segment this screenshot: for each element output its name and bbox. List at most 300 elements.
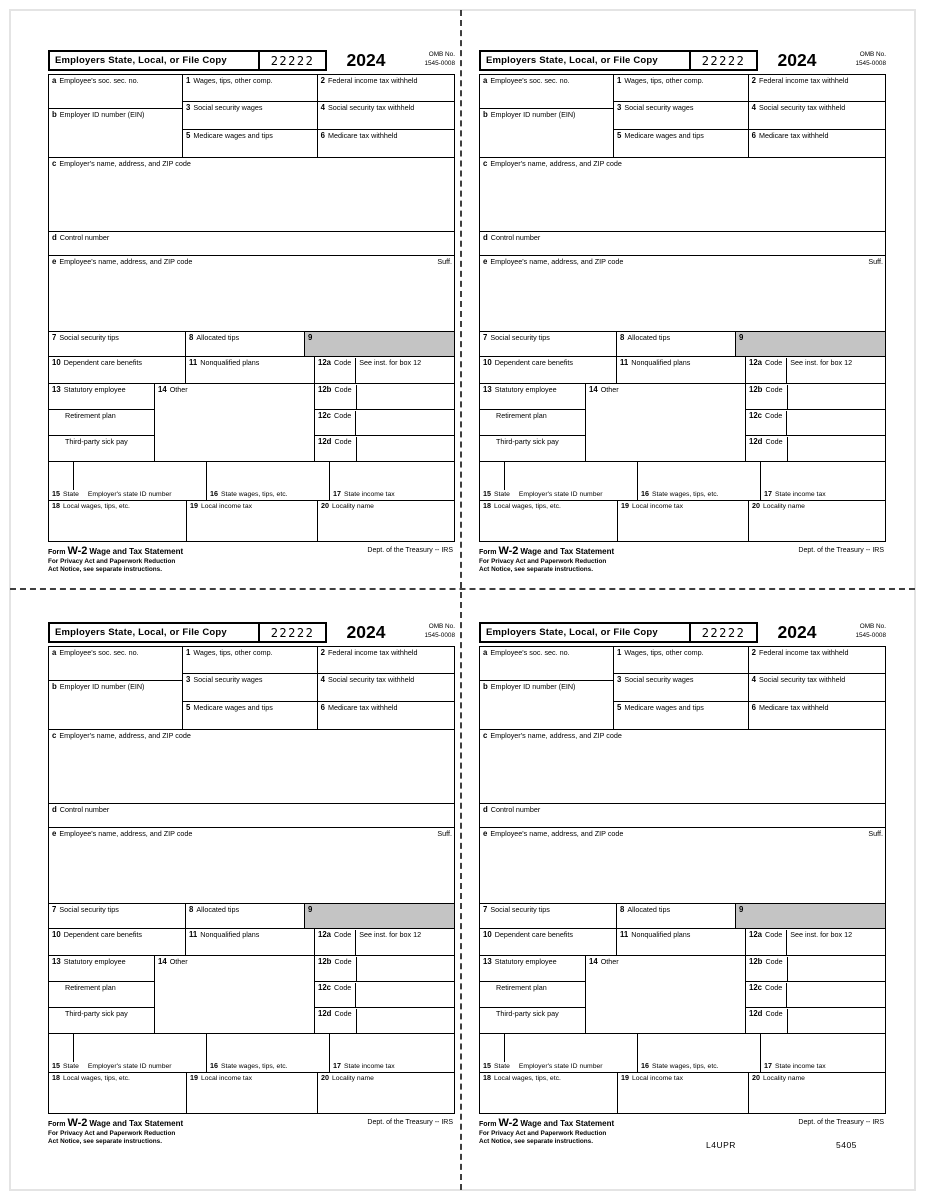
box-label: Other [169,385,188,394]
box-2-federal-income-tax [748,647,885,674]
box-label: Employee's name, address, and ZIP code [490,257,624,266]
box-number: 11 [189,930,198,939]
box-number: 17 [764,1060,772,1070]
box-19-label [187,1073,317,1084]
box-13-statutory-employee [480,384,585,409]
box-16-state-wages [637,462,760,500]
privacy-line1: For Privacy Act and Paperwork Reduction [479,1130,607,1137]
code-divider [787,957,788,981]
box-number: 5 [186,130,191,140]
box-number: 11 [189,358,198,367]
box-letter: a [483,76,488,85]
code-divider [787,385,788,409]
box-18-label [49,501,186,512]
privacy-line2: Act Notice, see separate instructions. [48,1138,163,1146]
box-14-other [585,956,745,1033]
box-12a-code [745,357,885,383]
box-label: Social security tips [490,333,550,342]
box-number: 18 [483,501,491,510]
form-id-block [479,545,614,575]
boxes-1-to-6 [613,75,885,157]
form-id-block [48,1117,183,1147]
form-word: Form [479,1121,497,1128]
box-7-social-security-tips [480,904,616,928]
box-9-shaded [304,332,454,356]
box-letter: b [483,682,488,691]
box-number: 4 [751,103,756,113]
box-number: 9 [739,333,744,342]
box-6-medicare-tax [748,702,885,729]
code-divider [786,983,787,1007]
box-12d-code [746,1007,885,1033]
box-number: 12a [318,358,332,367]
form-footer [48,545,455,575]
box-15-entry-area [49,462,206,490]
box-number: 12c [318,411,332,420]
row-18-19-20 [480,1073,885,1113]
box-label: Third-party sick pay [496,437,559,446]
box-a-employee-ssn [480,75,613,109]
box-number: 14 [158,957,167,966]
omb-line1: OMB No. [428,51,455,58]
box-7-social-security-tips [480,332,616,356]
box-17-state-income-tax [760,462,885,500]
box-16-state-wages [206,1034,329,1072]
box-label: State wages, tips, etc. [652,490,719,498]
box-label: Wages, tips, other comp. [193,76,273,85]
box-label: Other [600,385,619,394]
box-label: Other [600,957,619,966]
code-divider [787,1009,788,1033]
form-title-line [48,545,183,557]
box-number: 15 [52,488,60,498]
box-label: Medicare tax withheld [758,702,829,712]
box-letter: b [52,110,57,119]
box-label: Social security wages [193,103,263,113]
box-letter: d [52,805,57,814]
box-12d-code [315,1007,454,1033]
top-section [49,75,454,158]
box-label: State wages, tips, etc. [221,1062,288,1070]
form-title-line [48,1117,183,1129]
box-number: 12c [749,411,763,420]
box-4-social-security-tax [317,102,454,129]
box-number: 6 [320,130,325,140]
row-10-11-12a [49,929,454,956]
box-1-wages [613,75,748,102]
box-8-allocated-tips [185,332,304,356]
w2-form [48,50,455,575]
box-16-label [207,1062,329,1072]
box-label: Federal income tax withheld [758,76,849,85]
box-7-social-security-tips [49,904,185,928]
privacy-line1: For Privacy Act and Paperwork Reduction [48,558,176,565]
box-16-label [638,1062,760,1072]
top-section [49,647,454,730]
box-number: 12b [318,957,332,966]
box-label: Employee's soc. sec. no. [490,648,570,657]
box-number: 18 [52,1073,60,1082]
box-9-shaded [735,904,885,928]
boxes-12b-12d [745,384,885,461]
box-20-locality-name [317,1073,454,1113]
box-15-label [49,490,206,500]
box-17-label [330,490,454,500]
box-label: Code [334,385,352,394]
form-footer [479,545,886,575]
col-a-b [480,647,613,729]
box-18-label [480,501,617,512]
box-label: Locality name [332,503,374,510]
box-label: Third-party sick pay [65,1009,128,1018]
box-number: 12b [318,385,332,394]
box-number: 9 [308,905,313,914]
box-15-entry-area [480,462,637,490]
box-13-checkboxes [480,384,585,461]
box-label: State wages, tips, etc. [652,1062,719,1070]
box-20-label [749,501,885,512]
box-label: Dependent care benefits [63,930,143,939]
box-c-employer-name-address [49,158,454,232]
form-number: W-2 [498,1117,519,1129]
box-13-checkboxes [49,956,154,1033]
w2-form [479,622,886,1147]
box-10-dependent-care [480,357,616,383]
plate-code: L4UPR [706,1140,736,1150]
box-12b-code [315,956,454,981]
box-15-state [480,462,637,500]
box-19-label [618,501,748,512]
box-label: Statutory employee [63,385,126,394]
box-label: Control number [59,805,110,814]
box-number: 6 [751,130,756,140]
box-20-label [318,1073,454,1084]
box-label: Social security tax withheld [758,675,846,685]
form-code-box: 22222 [260,50,327,71]
box-14-other [585,384,745,461]
box-number: 14 [589,957,598,966]
box-12a-code [314,357,454,383]
form-number: W-2 [67,1117,88,1129]
box-letter: e [483,829,488,838]
box-label: Social security tax withheld [327,103,415,113]
box-e-employee-name-address [480,256,885,332]
box-number: 17 [764,488,772,498]
row-15-16-17 [49,1034,454,1073]
box-number: 13 [52,385,61,394]
box-number: 6 [751,702,756,712]
box-13-retirement-plan [480,981,585,1007]
box-14-other [154,956,314,1033]
form-body [48,646,455,1114]
row-15-16-17 [480,462,885,501]
privacy-line1: For Privacy Act and Paperwork Reduction [479,558,607,565]
box-label: Third-party sick pay [496,1009,559,1018]
box-number: 19 [621,501,629,510]
box-label: Third-party sick pay [65,437,128,446]
row-7-8-9 [49,904,454,929]
box-label: Employee's name, address, and ZIP code [59,829,193,838]
box-label: Nonqualified plans [200,930,260,939]
box-13-retirement-plan [49,981,154,1007]
row-13-14-12bcd [480,384,885,462]
box-1-wages [613,647,748,674]
code-divider [355,983,356,1007]
box-label: Local income tax [632,1075,684,1082]
box-d-control-number [49,804,454,828]
form-body [479,74,886,542]
state-code-entry-cell [49,462,74,490]
privacy-notice [479,1130,614,1147]
box-label: State [63,490,79,498]
box-label: Medicare tax withheld [758,130,829,140]
code-divider [786,411,787,435]
box-number: 14 [158,385,167,394]
box-6-medicare-tax [317,702,454,729]
box-number: 15 [52,1060,60,1070]
box-number: 11 [620,930,629,939]
box-label: Medicare wages and tips [193,702,273,712]
box-label: Medicare tax withheld [327,702,398,712]
box-letter: d [483,805,488,814]
box-12b-code [746,384,885,409]
box-12a-note: See inst. for box 12 [790,930,853,939]
box-number: 7 [52,905,57,914]
box-12d-code [746,435,885,461]
box-1-wages [182,647,317,674]
box-number: 11 [620,358,629,367]
row-13-14-12bcd [49,956,454,1034]
box-13-third-party-sick-pay [49,1007,154,1033]
box-label: State [494,1062,510,1070]
box-15-id-label: Employer's state ID number [518,490,603,498]
box-20-label [318,501,454,512]
row-10-11-12a [480,357,885,384]
box-label: Dependent care benefits [494,358,574,367]
suffix-label: Suff. [868,829,883,838]
box-number: 12d [749,1009,763,1018]
state-code-entry-cell [480,1034,505,1062]
box-e-label [49,256,194,267]
row-18-19-20 [49,1073,454,1113]
box-number: 19 [621,1073,629,1082]
box-7-social-security-tips [49,332,185,356]
form-title-line [479,1117,614,1129]
box-8-allocated-tips [616,904,735,928]
suffix-label: Suff. [437,829,452,838]
form-word: Form [48,1121,66,1128]
suffix-label: Suff. [437,257,452,266]
top-section [480,647,885,730]
boxes-12b-12d [745,956,885,1033]
box-letter: a [483,648,488,657]
box-label: Employee's soc. sec. no. [59,76,139,85]
box-letter: a [52,76,57,85]
box-label: Employer's name, address, and ZIP code [490,731,622,740]
box-number: 2 [320,76,325,85]
box-label: Employer's name, address, and ZIP code [490,159,622,168]
row-7-8-9 [480,904,885,929]
form-word: Form [479,549,497,556]
box-label: State income tax [344,490,395,498]
form-body [479,646,886,1114]
privacy-line1: For Privacy Act and Paperwork Reduction [48,1130,176,1137]
box-13-retirement-plan [49,409,154,435]
box-d-control-number [49,232,454,256]
privacy-line2: Act Notice, see separate instructions. [479,566,594,574]
box-6-medicare-tax [748,130,885,157]
boxes-12b-12d [314,384,454,461]
box-17-label [761,1062,885,1072]
box-label: Local wages, tips, etc. [63,503,130,510]
box-letter: c [483,159,488,168]
box-number: 8 [620,333,625,342]
box-a-employee-ssn [49,647,182,681]
box-label: Allocated tips [627,905,671,914]
box-12a-note: See inst. for box 12 [359,930,422,939]
box-number: 17 [333,1060,341,1070]
box-number: 10 [483,358,492,367]
omb-line2: 1545-0008 [424,631,455,639]
box-10-dependent-care [49,929,185,955]
row-13-14-12bcd [49,384,454,462]
box-19-local-income-tax [617,501,748,541]
box-18-local-wages [49,501,186,541]
box-label: State [63,1062,79,1070]
form-id-block [48,545,183,575]
row-15-16-17 [480,1034,885,1073]
box-label: Nonqualified plans [631,358,691,367]
omb-line1: OMB No. [428,623,455,630]
box-number: 1 [186,648,191,657]
box-number: 1 [186,76,191,85]
box-number: 12a [749,358,763,367]
box-label: Employee's soc. sec. no. [59,648,139,657]
box-number: 4 [320,675,325,685]
box-label: Code [334,957,352,966]
box-label: Locality name [332,1075,374,1082]
box-label: Code [334,411,352,420]
box-label: Medicare wages and tips [624,130,704,140]
form-number: W-2 [67,545,88,557]
box-3-social-security-wages [613,674,748,701]
box-18-label [49,1073,186,1084]
box-number: 2 [751,648,756,657]
box-4-social-security-tax [317,674,454,701]
box-19-local-income-tax [617,1073,748,1113]
copy-title: Employers State, Local, or File Copy [48,50,260,71]
box-12c-code [746,409,885,435]
box-label: State income tax [344,1062,395,1070]
box-17-label [330,1062,454,1072]
box-label: Code [765,385,783,394]
box-number: 5 [186,702,191,712]
box-12a-note: See inst. for box 12 [359,358,422,367]
box-label: Employer's name, address, and ZIP code [59,159,191,168]
omb-number [836,50,886,71]
box-number: 13 [52,957,61,966]
box-number: 20 [321,501,329,510]
box-5-medicare-wages [182,130,317,157]
box-20-locality-name [317,501,454,541]
box-letter: e [52,257,57,266]
w2-form [479,50,886,575]
box-18-local-wages [480,1073,617,1113]
box-label: Local wages, tips, etc. [63,1075,130,1082]
box-19-local-income-tax [186,1073,317,1113]
box-label: Medicare tax withheld [327,130,398,140]
box-9-shaded [735,332,885,356]
dept-treasury-label: Dept. of the Treasury -- IRS [367,1119,453,1126]
box-12b-code [746,956,885,981]
vertical-perforation-line [460,10,462,1190]
box-label: Federal income tax withheld [327,76,418,85]
box-number: 18 [483,1073,491,1082]
box-e-employee-name-address [49,828,454,904]
stock-number: 5405 [836,1140,857,1150]
box-number: 7 [483,333,488,342]
box-label: Control number [59,233,110,242]
box-19-local-income-tax [186,501,317,541]
box-15-entry-area [480,1034,637,1062]
box-20-locality-name [748,501,885,541]
form-title-line [479,545,614,557]
box-number: 12c [749,983,763,992]
form-statement-title: Wage and Tax Statement [520,547,615,556]
boxes-1-to-6 [613,647,885,729]
box-1-wages [182,75,317,102]
box-label: Other [169,957,188,966]
box-3-social-security-wages [182,674,317,701]
box-letter: a [52,648,57,657]
box-letter: e [52,829,57,838]
code-divider [356,957,357,981]
form-footer [48,1117,455,1147]
box-20-label [749,1073,885,1084]
box-letter: c [52,731,57,740]
box-number: 3 [617,675,622,685]
box-b-employer-ein [480,109,613,157]
box-number: 10 [52,930,61,939]
row-7-8-9 [480,332,885,357]
box-13-checkboxes [480,956,585,1033]
form-id-block [479,1117,614,1147]
box-label: Local income tax [201,503,253,510]
box-number: 7 [483,905,488,914]
box-number: 15 [483,1060,491,1070]
box-number: 12d [749,437,763,446]
box-label: Code [765,1009,783,1018]
box-11-nonqualified-plans [185,929,314,955]
suffix-label: Suff. [868,257,883,266]
omb-line1: OMB No. [859,51,886,58]
box-a-employee-ssn [49,75,182,109]
box-13-statutory-employee [49,956,154,981]
box-label: Employer ID number (EIN) [490,110,576,119]
box-number: 12b [749,385,763,394]
box-label: Social security tax withheld [327,675,415,685]
box-e-label [480,828,625,839]
box-label: Allocated tips [627,333,671,342]
form-statement-title: Wage and Tax Statement [89,547,184,556]
box-label: Local income tax [201,1075,253,1082]
box-5-medicare-wages [613,130,748,157]
box-b-employer-ein [49,681,182,729]
omb-number [836,622,886,643]
box-label: Code [334,358,352,367]
box-number: 20 [752,501,760,510]
row-18-19-20 [49,501,454,541]
